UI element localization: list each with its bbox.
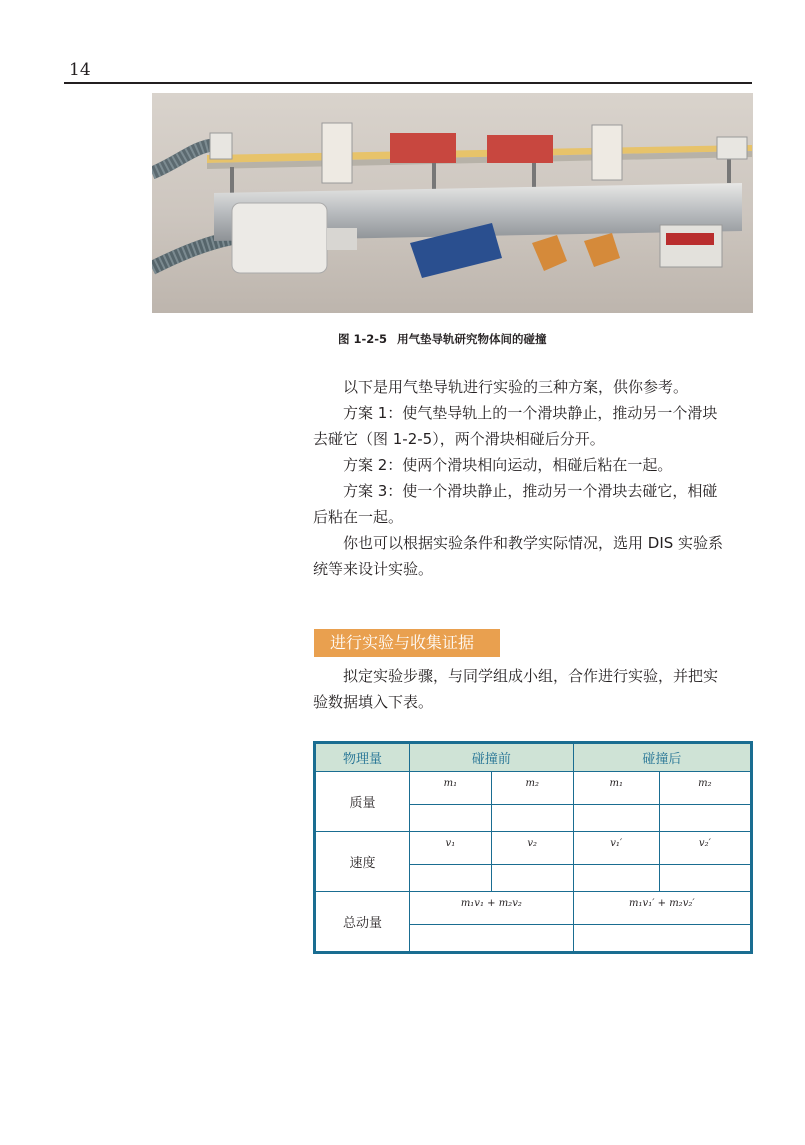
cell-symbol: m₂ xyxy=(659,772,751,804)
cell-symbol: m₁ xyxy=(410,772,492,804)
row-label-momentum: 总动量 xyxy=(315,892,410,953)
section-text xyxy=(313,663,753,715)
paragraph-plan-2: 方案 2：使两个滑块相向运动，相碰后粘在一起。 xyxy=(343,456,673,474)
table-row xyxy=(315,832,752,864)
input-cell[interactable] xyxy=(410,864,492,891)
cell-symbol: m₁v₁ + m₂v₂ xyxy=(410,892,574,924)
input-cell[interactable] xyxy=(573,864,659,891)
header-quantity: 物理量 xyxy=(315,743,410,772)
input-cell[interactable] xyxy=(410,804,492,831)
header-rule xyxy=(64,82,752,84)
input-cell[interactable] xyxy=(573,924,751,952)
header-after: 碰撞后 xyxy=(573,743,751,772)
table-row xyxy=(315,772,752,804)
row-label-velocity: 速度 xyxy=(315,832,410,892)
cell-symbol: m₁ xyxy=(573,772,659,804)
paragraph-plan-1-cont: 去碰它（图 1-2-5），两个滑块相碰后分开。 xyxy=(313,430,605,448)
input-cell[interactable] xyxy=(573,804,659,831)
input-cell[interactable] xyxy=(410,924,574,952)
input-cell[interactable] xyxy=(491,804,573,831)
cell-symbol: v₁′ xyxy=(573,832,659,864)
cell-symbol: m₂ xyxy=(491,772,573,804)
paragraph-plan-1: 方案 1：使气垫导轨上的一个滑块静止，推动另一个滑块 xyxy=(343,404,718,422)
section-heading: 进行实验与收集证据 xyxy=(314,629,500,657)
cell-symbol: v₂ xyxy=(491,832,573,864)
page-number: 14 xyxy=(69,60,91,80)
figure-caption-text: 用气垫导轨研究物体间的碰撞 xyxy=(397,332,547,346)
section-paragraph: 拟定实验步骤，与同学组成小组，合作进行实验，并把实 xyxy=(343,667,719,685)
paragraph-plan-3-cont: 后粘在一起。 xyxy=(313,508,404,526)
paragraph-plan-3: 方案 3：使一个滑块静止，推动另一个滑块去碰它，相碰 xyxy=(343,482,718,500)
paragraph-intro: 以下是用气垫导轨进行实验的三种方案，供你参考。 xyxy=(343,378,689,396)
input-cell[interactable] xyxy=(659,804,751,831)
header-before: 碰撞前 xyxy=(410,743,574,772)
figure-label: 图 1-2-5 xyxy=(338,332,388,346)
paragraph-dis-cont: 统等来设计实验。 xyxy=(313,560,434,578)
cell-symbol: v₂′ xyxy=(659,832,751,864)
body-text xyxy=(313,374,753,582)
table-row xyxy=(315,892,752,924)
section-paragraph-cont: 验数据填入下表。 xyxy=(313,693,434,711)
figure-caption xyxy=(338,331,547,347)
data-table xyxy=(313,741,753,954)
input-cell[interactable] xyxy=(659,864,751,891)
input-cell[interactable] xyxy=(491,864,573,891)
cell-symbol: m₁v₁′ + m₂v₂′ xyxy=(573,892,751,924)
table-header-row xyxy=(315,743,752,772)
paragraph-dis: 你也可以根据实验条件和教学实际情况，选用 DIS 实验系 xyxy=(343,534,724,552)
row-label-mass: 质量 xyxy=(315,772,410,832)
air-track-photo xyxy=(152,93,753,313)
cell-symbol: v₁ xyxy=(410,832,492,864)
